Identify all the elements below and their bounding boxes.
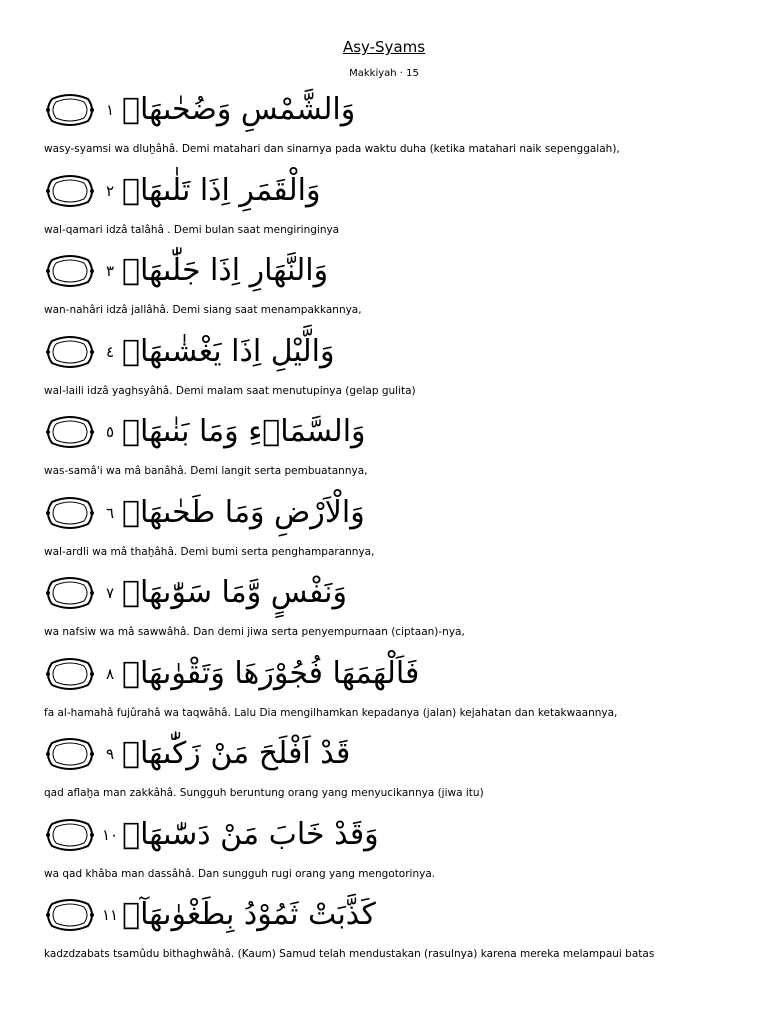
- arabic-verse-text: قَدْ اَفْلَحَ مَنْ زَكّٰىهَاۖ: [122, 736, 351, 771]
- arabic-verse-text: وَالْقَمَرِ اِذَا تَلٰىهَاۖ: [122, 172, 321, 208]
- ayah-end-marker-icon: [44, 174, 96, 208]
- verse-translation: was-samâ'i wa mâ banâhâ. Demi langit serta pembuatannya,: [44, 465, 368, 477]
- arabic-verse-text: وَالسَّمَاۤءِ وَمَا بَنٰىهَاۖ: [122, 414, 366, 449]
- ayah-end-marker-icon: [44, 93, 96, 127]
- ayah-number: ٧: [105, 584, 115, 602]
- ayah-end-marker-icon: [44, 898, 96, 932]
- arabic-verse-text: وَقَدْ خَابَ مَنْ دَسّٰىهَاۗ: [122, 816, 379, 852]
- verse-translation: wasy-syamsi wa dluḫâhâ. Demi matahari dan sinarnya pada waktu duha (ketika matahari naik sepenggalah),: [44, 143, 620, 155]
- ayah-number: ٦: [105, 503, 115, 522]
- ayah-number: ٣: [105, 262, 115, 280]
- verse-translation: wa nafsiw wa mâ sawwâhâ. Dan demi jiwa serta penyempurnaan (ciptaan)-nya,: [44, 626, 465, 638]
- verse-line: [44, 249, 328, 293]
- verse-block: [0, 571, 768, 651]
- ayah-end-marker-icon: [44, 576, 96, 610]
- verse-line: [44, 410, 366, 454]
- ayah-number: ٨: [105, 664, 115, 683]
- ayah-end-marker-icon: [44, 737, 96, 771]
- verse-line: [44, 169, 320, 213]
- page-title: Asy-Syams: [342, 38, 426, 56]
- ayah-number: ٥: [105, 423, 115, 441]
- verse-block: [0, 330, 768, 410]
- verse-line: [44, 491, 365, 535]
- verse-line: [44, 652, 419, 696]
- arabic-verse-text: وَالَّيْلِ اِذَا يَغْشٰىهَاۖ: [122, 333, 335, 369]
- verse-translation: wal-laili idzâ yaghsyâhâ. Demi malam saat menutupinya (gelap gulita): [44, 384, 416, 397]
- ayah-end-marker-icon: [44, 496, 96, 530]
- ayah-end-marker-icon: [44, 657, 96, 691]
- verse-block: [0, 88, 768, 168]
- ayah-end-marker-icon: [44, 254, 96, 288]
- arabic-verse-text: فَاَلْهَمَهَا فُجُوْرَهَا وَتَقْوٰىهَاۖ: [122, 655, 420, 691]
- ayah-end-marker-icon: [44, 818, 96, 852]
- verse-translation: wal-qamari idzâ talâhâ . Demi bulan saat mengiringinya: [44, 223, 340, 236]
- verse-translation: wan-nahâri idzâ jallâhâ. Demi siang saat menampakkannya,: [44, 304, 362, 316]
- verse-block: [0, 813, 768, 893]
- verse-translation: qad aflaḫa man zakkâhâ. Sungguh beruntung orang yang menyucikannya (jiwa itu): [44, 787, 484, 799]
- arabic-verse-text: وَالشَّمْسِ وَضُحٰىهَاۖ: [122, 92, 356, 127]
- arabic-verse-text: وَالْاَرْضِ وَمَا طَحٰىهَاۖ: [122, 494, 365, 530]
- surah-info: Makkiyah · 15: [349, 68, 419, 79]
- verse-block: [0, 893, 768, 973]
- verse-block: [0, 652, 768, 732]
- ayah-number: ٤: [105, 342, 115, 361]
- ayah-end-marker-icon: [44, 335, 96, 369]
- verse-line: [44, 732, 350, 776]
- verse-translation: wal-ardli wa mâ thaḫâhâ. Demi bumi serta penghamparannya,: [44, 545, 375, 558]
- verse-block: [0, 169, 768, 249]
- ayah-number: ٢: [105, 181, 115, 200]
- verse-line: [44, 88, 355, 132]
- verse-block: [0, 249, 768, 329]
- verse-translation: kadzdzabats tsamûdu bithaghwâhâ. (Kaum) Samud telah mendustakan (rasulnya) karena mereka melampaui batas: [44, 948, 655, 960]
- verse-line: [44, 330, 334, 374]
- arabic-verse-text: وَنَفْسٍ وَّمَا سَوّٰىهَاۖ: [122, 575, 347, 610]
- ayah-end-marker-icon: [44, 415, 96, 449]
- verse-line: [44, 893, 376, 937]
- verse-translation: wa qad khâba man dassâhâ. Dan sungguh rugi orang yang mengotorinya.: [44, 867, 436, 880]
- ayah-number: ١١: [102, 906, 119, 924]
- verse-block: [0, 410, 768, 490]
- verse-translation: fa al-hamahâ fujûrahâ wa taqwâhâ. Lalu Dia mengilhamkan kepadanya (jalan) kejahatan dan ketakwaannya,: [44, 706, 618, 719]
- verse-line: [44, 571, 347, 615]
- verse-line: [44, 813, 379, 857]
- ayah-number: ١: [105, 101, 115, 119]
- arabic-verse-text: كَذَّبَتْ ثَمُوْدُ بِطَغْوٰىهَآۖ: [122, 897, 376, 932]
- ayah-number: ١٠: [102, 825, 119, 844]
- verse-block: [0, 732, 768, 812]
- verse-block: [0, 491, 768, 571]
- arabic-verse-text: وَالنَّهَارِ اِذَا جَلّٰىهَاۖ: [122, 253, 329, 288]
- ayah-number: ٩: [105, 745, 115, 763]
